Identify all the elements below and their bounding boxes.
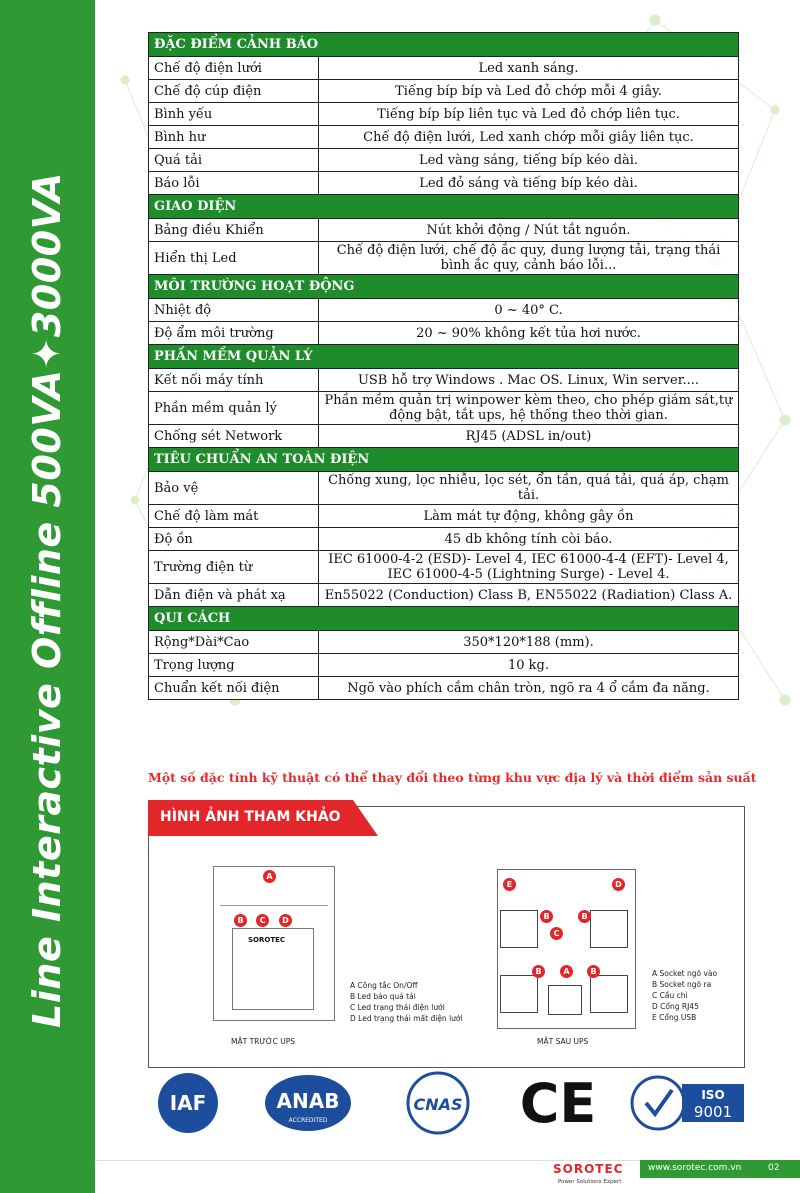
spec-value: Làm mát tự động, không gây ồn [319,505,739,528]
section-title: MÔI TRƯỜNG HOẠT ĐỘNG [149,275,739,299]
footer-page-number: 02 [768,1163,780,1173]
spec-label: Hiển thị Led [149,242,319,275]
table-row [149,505,739,528]
anab-logo-sub: ACCREDITED [288,1117,328,1124]
iaf-logo-text: IAF [169,1091,207,1115]
spec-value: Led xanh sáng. [319,57,739,80]
table-row [149,126,739,149]
table-row [149,149,739,172]
badge-b-back-3: B [532,965,545,978]
table-row [149,103,739,126]
ups-front-brand: SOROTEC [248,936,286,944]
iso-logo-text: ISO [701,1088,725,1102]
badge-a-front: A [263,870,276,883]
front-legend-item: C Led trạng thái điện lưới [350,1003,445,1012]
spec-label: Báo lỗi [149,172,319,195]
socket-out-3 [500,975,538,1013]
footer-tagline: Power Solutions Expert [558,1179,622,1185]
section-header [149,275,739,299]
table-row [149,392,739,425]
spec-value: Ngõ vào phích cắm chân tròn, ngõ ra 4 ổ cắm đa năng. [319,677,739,700]
iso-logo [628,1070,748,1136]
spec-label: Chế độ điện lưới [149,57,319,80]
spec-label: Chế độ làm mát [149,505,319,528]
table-row [149,369,739,392]
spec-label: Bình hư [149,126,319,149]
spec-label: Trọng lượng [149,654,319,677]
table-row [149,654,739,677]
section-title: QUI CÁCH [149,607,739,631]
section-title: PHẦN MỀM QUẢN LÝ [149,345,739,369]
front-legend [350,980,463,1024]
spec-value: Led vàng sáng, tiếng bíp kéo dài. [319,149,739,172]
reference-title: HÌNH ẢNH THAM KHẢO [160,809,341,825]
spec-label: Nhiệt độ [149,299,319,322]
socket-in [548,985,582,1015]
spec-value: Chế độ điện lưới, Led xanh chớp mỗi giây liên tục. [319,126,739,149]
socket-out-2 [590,910,628,948]
table-row [149,172,739,195]
spec-value: 20 ~ 90% không kết tủa hơi nước. [319,322,739,345]
spec-value: 0 ~ 40° C. [319,299,739,322]
spec-value: 10 kg. [319,654,739,677]
badge-e-back: E [503,878,516,891]
table-row [149,584,739,607]
table-row [149,677,739,700]
front-caption: MẶT TRƯỚC UPS [231,1037,296,1046]
spec-value: En55022 (Conduction) Class B, EN55022 (Radiation) Class A. [319,584,739,607]
section-title: GIAO DIỆN [149,195,739,219]
cnas-logo [398,1070,478,1136]
back-legend-item: A Socket ngõ vào [652,969,718,978]
disclaimer-note: Một số đặc tính kỹ thuật có thể thay đổi theo từng khu vực địa lý và thời điểm sản suất [148,770,757,785]
badge-b-back-4: B [587,965,600,978]
spec-value: IEC 61000-4-2 (ESD)- Level 4, IEC 61000-4-4 (EFT)- Level 4, IEC 61000-4-5 (Lightning Surge) - Level 4. [319,551,739,584]
back-legend [652,968,717,1023]
section-header [149,345,739,369]
spec-label: Chống sét Network [149,425,319,448]
spec-value: Chống xung, lọc nhiễu, lọc sét, ổn tần, quá tải, quá áp, chạm tải. [319,472,739,505]
section-title: ĐẶC ĐIỂM CẢNH BÁO [149,33,739,57]
spec-value: Tiếng bíp bíp liên tục và Led đỏ chớp liên tục. [319,103,739,126]
section-header [149,448,739,472]
back-legend-item: E Cổng USB [652,1013,697,1022]
iso-logo-num: 9001 [693,1103,733,1121]
table-row [149,425,739,448]
badge-c-front: C [256,914,269,927]
sidebar-title: Line Interactive Offline 500VA✦3000VA [25,172,69,1028]
spec-value: Phần mềm quản trị winpower kèm theo, cho phép giám sát,tự động bật, tắt ups, hệ thống theo thời gian. [319,392,739,425]
cnas-logo-text: CNAS [413,1095,463,1114]
table-row [149,551,739,584]
section-header [149,607,739,631]
table-row [149,528,739,551]
table-row [149,57,739,80]
back-caption: MẶT SAU UPS [537,1037,589,1046]
spec-label: Dẫn điện và phát xạ [149,584,319,607]
badge-d-front: D [279,914,292,927]
spec-value: USB hỗ trợ Windows . Mac OS. Linux, Win server.... [319,369,739,392]
sidebar [0,0,95,1193]
anab-logo [263,1070,353,1136]
ce-logo [518,1070,598,1136]
footer-url: www.sorotec.com.vn [648,1163,742,1173]
badge-b-back-1: B [540,910,553,923]
front-legend-item: B Led báo quá tải [350,992,416,1001]
ce-logo-text: CE [519,1072,597,1135]
spec-label: Rộng*Dài*Cao [149,631,319,654]
table-row [149,219,739,242]
spec-label: Trường điện từ [149,551,319,584]
certification-logos [148,1070,748,1150]
spec-value: Chế độ điện lưới, chế độ ắc quy, dung lượng tải, trạng thái bình ắc quy, cảnh báo lỗi... [319,242,739,275]
spec-label: Chế độ cúp điện [149,80,319,103]
table-row [149,242,739,275]
spec-label: Kết nối máy tính [149,369,319,392]
spec-value: 45 db không tính còi báo. [319,528,739,551]
back-legend-item: C Cầu chì [652,991,688,1000]
spec-value: Nút khởi động / Nút tắt nguồn. [319,219,739,242]
badge-c-back: C [550,927,563,940]
section-title: TIÊU CHUẨN AN TOÀN ĐIỆN [149,448,739,472]
section-header [149,33,739,57]
table-row [149,472,739,505]
table-row [149,80,739,103]
back-legend-item: D Cổng RJ45 [652,1002,699,1011]
badge-b-back-2: B [578,910,591,923]
spec-label: Độ ẩm môi trường [149,322,319,345]
back-legend-item: B Socket ngõ ra [652,980,712,989]
spec-label: Độ ồn [149,528,319,551]
spec-label: Bình yếu [149,103,319,126]
socket-out-1 [500,910,538,948]
footer-brand-logo: SOROTEC [553,1162,624,1176]
table-row [149,631,739,654]
badge-d-back: D [612,878,625,891]
front-legend-item: A Công tắc On/Off [350,981,418,990]
section-header [149,195,739,219]
spec-label: Bảng điều Khiển [149,219,319,242]
badge-b-front: B [234,914,247,927]
spec-value: 350*120*188 (mm). [319,631,739,654]
table-row [149,299,739,322]
table-row [149,322,739,345]
spec-value: Tiếng bíp bíp và Led đỏ chớp mỗi 4 giây. [319,80,739,103]
spec-label: Quá tải [149,149,319,172]
iaf-logo [148,1070,228,1136]
spec-value: RJ45 (ADSL in/out) [319,425,739,448]
spec-value: Led đỏ sáng và tiếng bíp kéo dài. [319,172,739,195]
spec-label: Phần mềm quản lý [149,392,319,425]
front-legend-item: D Led trạng thái mất điện lưới [350,1014,463,1023]
badge-a-back: A [560,965,573,978]
anab-logo-text: ANAB [276,1089,340,1113]
spec-table [148,32,739,700]
spec-label: Chuẩn kết nối điện [149,677,319,700]
socket-out-4 [590,975,628,1013]
spec-label: Bảo vệ [149,472,319,505]
